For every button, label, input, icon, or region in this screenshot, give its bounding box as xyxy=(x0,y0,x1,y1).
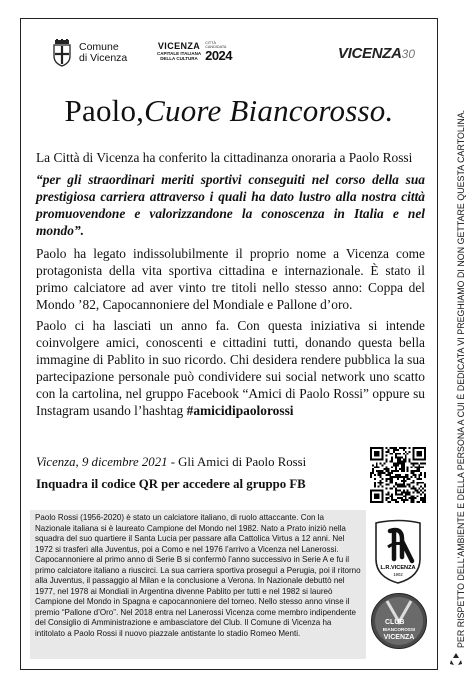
club-biancorossi-logo xyxy=(370,592,428,650)
lr-vicenza-logo xyxy=(372,519,424,585)
city-crest-icon xyxy=(51,39,73,67)
qr-code-icon[interactable] xyxy=(370,447,426,503)
lr-text: L.R.VICENZA xyxy=(380,565,416,571)
signature-date: Vicenza, 9 dicembre 2021 xyxy=(36,455,168,469)
paragraph-2-text: Paolo ci ha lasciati un anno fa. Con questa iniziativa si intende coinvolgere amici, conoscenti e cittadini tutti, donando questa bella immagine di Pablito in suo ricordo. Chi desidera rendere pubblica la sua partecipazione personale può condividere sui social network uno scatto con la cartolina, nel gruppo Facebook “Amici di Paolo Rossi” oppure su Instagram usando l’hashtag xyxy=(36,318,425,418)
vicenza-30-logo xyxy=(338,45,415,63)
quote-paragraph: “per gli straordinari meriti sportivi conseguiti nel corso della sua prestigiosa carriera attraverso i quali ha dato lustro alla nostra città promuovendone e valorizzandone la conoscenza in Italia e nel mondo”. xyxy=(36,172,425,238)
comune-di-vicenza-logo xyxy=(51,39,127,67)
club-mid: BIANCOROSSI xyxy=(382,627,416,632)
paragraph-2 xyxy=(36,317,425,419)
title-subtitle: Cuore Biancorosso. xyxy=(144,93,394,128)
capitale-sub1: CAPITALE ITALIANA xyxy=(157,51,202,56)
lead-paragraph: La Città di Vicenza ha conferito la cittadinanza onoraria a Paolo Rossi xyxy=(36,150,413,165)
page-title xyxy=(21,93,437,129)
title-name: Paolo, xyxy=(64,93,145,128)
recycle-icon xyxy=(449,652,463,666)
body-text xyxy=(36,149,425,423)
paragraph-1: Paolo ha legato indissolubilmente il proprio nome a Vicenza come protagonista della vita sportiva cittadina e internazionale. È stato il primo calciatore ad aver vinto tre titoli nello stesso anno: Coppa del Mondo ’82, Capocannoniere del Mondiale e Pallone d’oro. xyxy=(36,246,425,312)
capitale-sub2: DELLA CULTURA xyxy=(160,56,198,61)
capitale-cand1: CITTÀ xyxy=(205,41,217,45)
lr-year: 1902 xyxy=(393,572,403,577)
hashtag[interactable]: #amicidipaolorossi xyxy=(186,403,294,418)
comune-line2: di Vicenza xyxy=(79,52,128,64)
capitale-cultura-logo xyxy=(157,41,232,62)
signature-author: - Gli Amici di Paolo Rossi xyxy=(167,455,307,469)
capitale-cand2: CANDIDATA xyxy=(205,45,227,50)
postcard xyxy=(20,18,438,670)
comune-line1: Comune xyxy=(79,41,119,53)
side-notice: PER RISPETTO DELL'AMBIENTE E DELLA PERSONA A CUI È DEDICATA VI PREGHIAMO DI NON GETTARE QUESTA CARTOLINA. xyxy=(456,109,466,648)
v30-number: 30 xyxy=(401,47,415,61)
qr-call-to-action: Inquadra il codice QR per accedere al gruppo FB xyxy=(36,477,306,491)
header-logos xyxy=(21,19,437,79)
capitale-year: 2024 xyxy=(205,48,233,64)
club-top: CLUB xyxy=(385,619,405,626)
capitale-title: VICENZA xyxy=(157,41,201,51)
bio-box: Paolo Rossi (1956-2020) è stato un calciatore italiano, di ruolo attaccante. Con la Nazionale italiana si è laureato Campione del Mondo nel 1982. Nato a Prato iniziò nella squadra del suo quartiere il Santa Lucia per passare alla Cattolica Virtus a 12 anni. Nel 1972 si trasferì alla Juventus, poi a Como e nel 1976 l’arrivo a Vicenza nel Lanerossi. Capocannoniere al primo anno di Serie B si confermò l’anno successivo in Serie A e fu il primo calciatore italiano a riuscirci. La sua carriera sportiva proseguì a Perugia, poi il ritorno alla Juventus, il passaggio al Milan e la conclusione a Verona. In Nazionale debuttò nel 1977, nel 1978 ai Mondiali in Argentina divenne Pablito per tutti e nel 1982 si laureò Campione del Mondo in Spagna e capocannoniere del torneo. Nello stesso anno vinse il premio “Pallone d’Oro”. Nel 2018 entra nel Lanerossi Vicenza come membro indipendente del Consiglio di Amministrazione e ambasciatore del Club. Il Comune di Vicenza ha intitolato a Paolo Rossi il nuovo piazzale antistante lo stadio Romeo Menti. xyxy=(30,510,366,659)
club-bottom: VICENZA xyxy=(383,634,415,641)
v30-text: VICENZA xyxy=(337,45,402,62)
signature xyxy=(36,455,306,470)
